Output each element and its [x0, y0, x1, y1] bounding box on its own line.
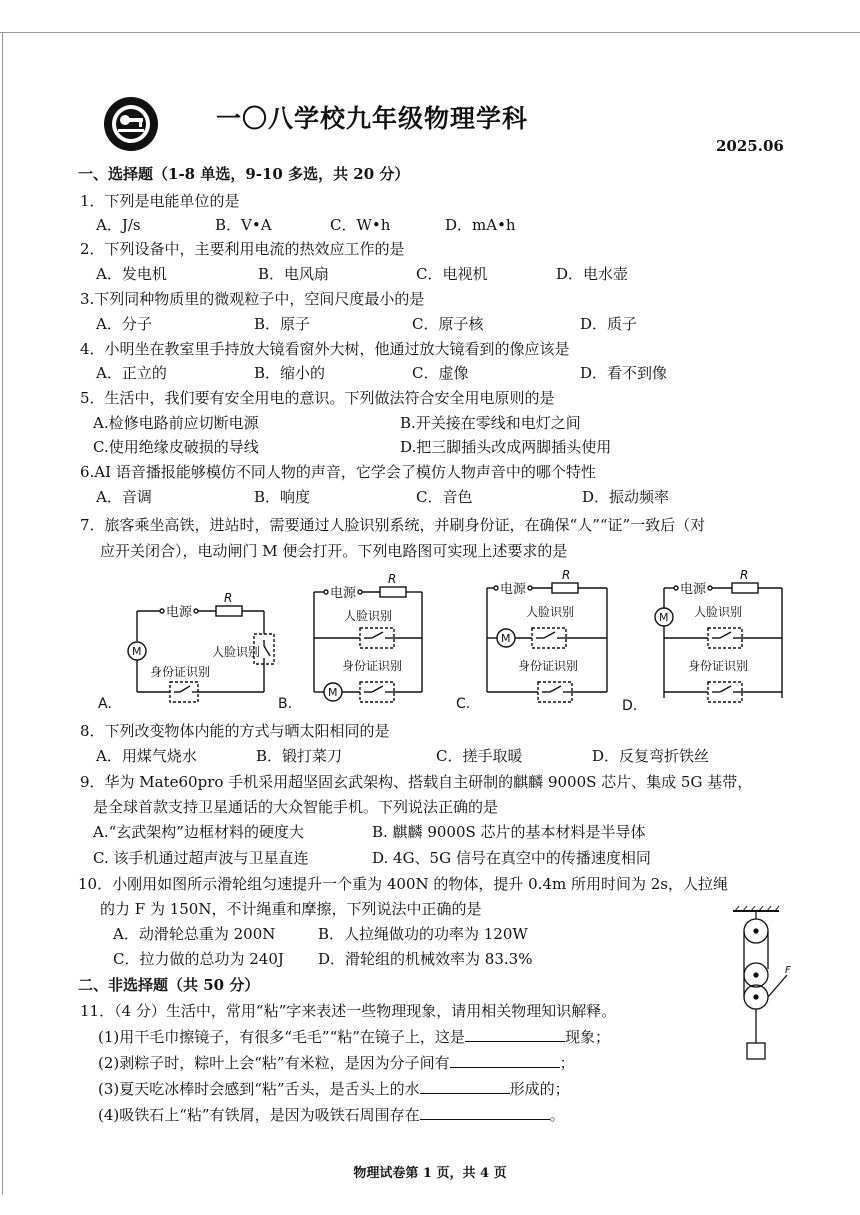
circuit-c [456, 568, 607, 712]
circuit-d-resistor-label: R [740, 568, 749, 582]
q3-option-a: A．分子 [96, 315, 152, 333]
circuit-a-letter: A. [98, 696, 112, 712]
q9-stem-line2: 是全球首款支持卫星通话的大众智能手机。下列说法正确的是 [93, 798, 499, 816]
q11-item-3-suffix: 形成的； [509, 1080, 570, 1098]
q8-option-c: C．搓手取暖 [436, 747, 523, 765]
q3-option-b: B．原子 [254, 315, 311, 333]
circuit-b-id-label: 身份证识别 [342, 659, 403, 673]
q8-option-d: D．反复弯折铁丝 [592, 747, 710, 765]
q5-stem: 5．生活中，我们要有安全用电的意识。下列做法符合安全用电原则的是 [80, 389, 555, 407]
q1-option-a: A．J/s [96, 216, 141, 234]
exam-title: 一〇八学校九年级物理学科 [216, 104, 529, 133]
section2-heading: 二、非选择题（共 50 分） [78, 976, 260, 994]
circuit-a [98, 591, 274, 712]
exam-date: 2025.06 [716, 137, 784, 155]
circuit-d-face-label: 人脸识别 [694, 605, 743, 619]
circuit-c-motor-label: M [501, 632, 511, 645]
q10-stem-line1: 10．小刚用如图所示滑轮组匀速提升一个重为 400N 的物体，提升 0.4m 所用时间为 2s，人拉绳 [78, 875, 729, 893]
q1-option-d: D．mA•h [445, 216, 516, 234]
q4-option-c: C．虚像 [412, 364, 469, 382]
q10-option-b: B．人拉绳做功的功率为 120W [318, 925, 528, 943]
q11-item-4 [98, 1104, 565, 1125]
circuit-b-source-label: 电源 [330, 586, 357, 601]
q5-option-c: C.使用绝缘皮破损的导线 [93, 438, 259, 456]
q11-blank-4[interactable] [420, 1105, 550, 1120]
q11-item-2-suffix: ； [559, 1054, 575, 1072]
q11-item-1-suffix: 现象； [564, 1028, 610, 1046]
pulley-force-label: F [785, 965, 791, 976]
q3-stem: 3.下列同种物质里的微观粒子中，空间尺度最小的是 [80, 290, 425, 308]
q10-option-c: C．拉力做的总功为 240J [113, 950, 284, 968]
q10-option-a: A．动滑轮总重为 200N [113, 925, 276, 943]
circuit-b-resistor-label: R [388, 572, 397, 586]
q11-stem: 11．（4 分）生活中，常用“粘”字来表述一些物理现象，请用相关物理知识解释。 [80, 1002, 617, 1020]
circuit-a-id-label: 身份证识别 [150, 665, 211, 679]
q4-option-b: B．缩小的 [254, 364, 326, 382]
q9-option-c: C. 该手机通过超声波与卫星直连 [93, 849, 309, 867]
circuit-b-letter: B. [278, 696, 293, 712]
q11-blank-2[interactable] [450, 1053, 560, 1068]
q2-option-d: D．电水壶 [556, 265, 629, 283]
q9-option-a: A.“玄武架构”边框材料的硬度大 [93, 823, 304, 841]
circuit-c-id-label: 身份证识别 [518, 659, 579, 673]
circuit-d-id-label: 身份证识别 [688, 659, 749, 673]
circuit-c-source-label: 电源 [500, 582, 527, 597]
q11-blank-1[interactable] [465, 1027, 565, 1042]
top-border [0, 32, 860, 33]
q8-stem: 8．下列改变物体内能的方式与晒太阳相同的是 [80, 722, 390, 740]
q2-stem: 2．下列设备中，主要利用电流的热效应工作的是 [80, 240, 405, 258]
circuit-d [622, 568, 782, 714]
q7-circuit-diagrams [92, 566, 812, 716]
q2-option-a: A．发电机 [96, 265, 167, 283]
circuit-d-motor-label: M [659, 611, 669, 624]
q1-option-c: C．W•h [330, 216, 391, 234]
q3-option-d: D．质子 [580, 315, 638, 333]
q4-option-a: A．正立的 [96, 364, 167, 382]
q9-option-d: D. 4G、5G 信号在真空中的传播速度相同 [372, 849, 651, 867]
q10-stem-line2: 的力 F 为 150N，不计绳重和摩擦，下列说法中正确的是 [100, 900, 482, 918]
q6-option-b: B．响度 [254, 488, 311, 506]
q8-option-b: B．锻打菜刀 [256, 747, 343, 765]
school-logo-icon [103, 96, 159, 152]
q3-option-c: C．原子核 [412, 315, 484, 333]
circuit-c-face-label: 人脸识别 [526, 605, 575, 619]
q7-stem-line2: 应开关闭合），电动闸门 M 便会打开。下列电路图可实现上述要求的是 [100, 542, 568, 560]
q2-option-c: C．电视机 [416, 265, 488, 283]
left-border [2, 32, 3, 1195]
circuit-b-motor-label: M [328, 686, 338, 699]
q10-pulley-diagram [725, 905, 800, 1065]
q11-item-4-text: (4)吸铁石上“粘”有铁屑，是因为吸铁石周围存在 [98, 1106, 420, 1124]
q2-option-b: B．电风扇 [258, 265, 330, 283]
q11-blank-3[interactable] [420, 1079, 510, 1094]
q6-stem: 6.AI 语音播报能够模仿不同人物的声音，它学会了模仿人物声音中的哪个特性 [80, 463, 596, 481]
section1-heading: 一、选择题（1-8 单选，9-10 多选，共 20 分） [78, 165, 410, 183]
q11-item-3 [98, 1078, 570, 1099]
circuit-d-letter: D. [622, 698, 638, 714]
q5-option-a: A.检修电路前应切断电源 [93, 414, 259, 432]
q10-option-d: D．滑轮组的机械效率为 83.3% [318, 950, 533, 968]
circuit-c-resistor-label: R [562, 568, 571, 582]
circuit-a-source-label: 电源 [166, 605, 193, 620]
q11-item-3-text: (3)夏天吃冰棒时会感到“粘”舌头，是舌头上的水 [98, 1080, 420, 1098]
circuit-b-face-label: 人脸识别 [344, 609, 393, 623]
q9-stem-line1: 9．华为 Mate60pro 手机采用超坚固玄武架构、搭载自主研制的麒麟 9000S 芯片、集成 5G 基带， [80, 773, 753, 791]
circuit-a-motor-label: M [132, 645, 142, 658]
circuit-a-resistor-label: R [224, 591, 233, 605]
circuit-d-source-label: 电源 [680, 582, 707, 597]
circuit-c-letter: C. [456, 696, 471, 712]
q9-option-b: B. 麒麟 9000S 芯片的基本材料是半导体 [372, 823, 646, 841]
page-footer: 物理试卷第 1 页，共 4 页 [353, 1166, 507, 1181]
q4-stem: 4．小明坐在教室里手持放大镜看窗外大树，他通过放大镜看到的像应该是 [80, 340, 570, 358]
q1-option-b: B．V•A [215, 216, 272, 234]
q5-option-b: B.开关接在零线和电灯之间 [400, 414, 581, 432]
q11-item-2 [98, 1052, 575, 1073]
q4-option-d: D．看不到像 [580, 364, 668, 382]
circuit-a-face-label: 人脸识别 [212, 645, 261, 659]
q11-item-1-text: (1)用干毛巾擦镜子，有很多“毛毛”“粘”在镜子上，这是 [98, 1028, 465, 1046]
q7-stem-line1: 7．旅客乘坐高铁，进站时，需要通过人脸识别系统，并刷身份证，在确保“人”“证”一致后（对 [80, 516, 706, 534]
q11-item-1 [98, 1026, 610, 1047]
q11-item-4-suffix: 。 [549, 1106, 565, 1124]
q5-option-d: D.把三脚插头改成两脚插头使用 [400, 438, 612, 456]
q6-option-c: C．音色 [416, 488, 473, 506]
q6-option-a: A．音调 [96, 488, 152, 506]
q1-stem: 1．下列是电能单位的是 [80, 192, 240, 210]
circuit-b [278, 572, 422, 712]
q6-option-d: D．振动频率 [582, 488, 670, 506]
q8-option-a: A．用煤气烧水 [96, 747, 197, 765]
q11-item-2-text: (2)剥粽子时，粽叶上会“粘”有米粒，是因为分子间有 [98, 1054, 450, 1072]
